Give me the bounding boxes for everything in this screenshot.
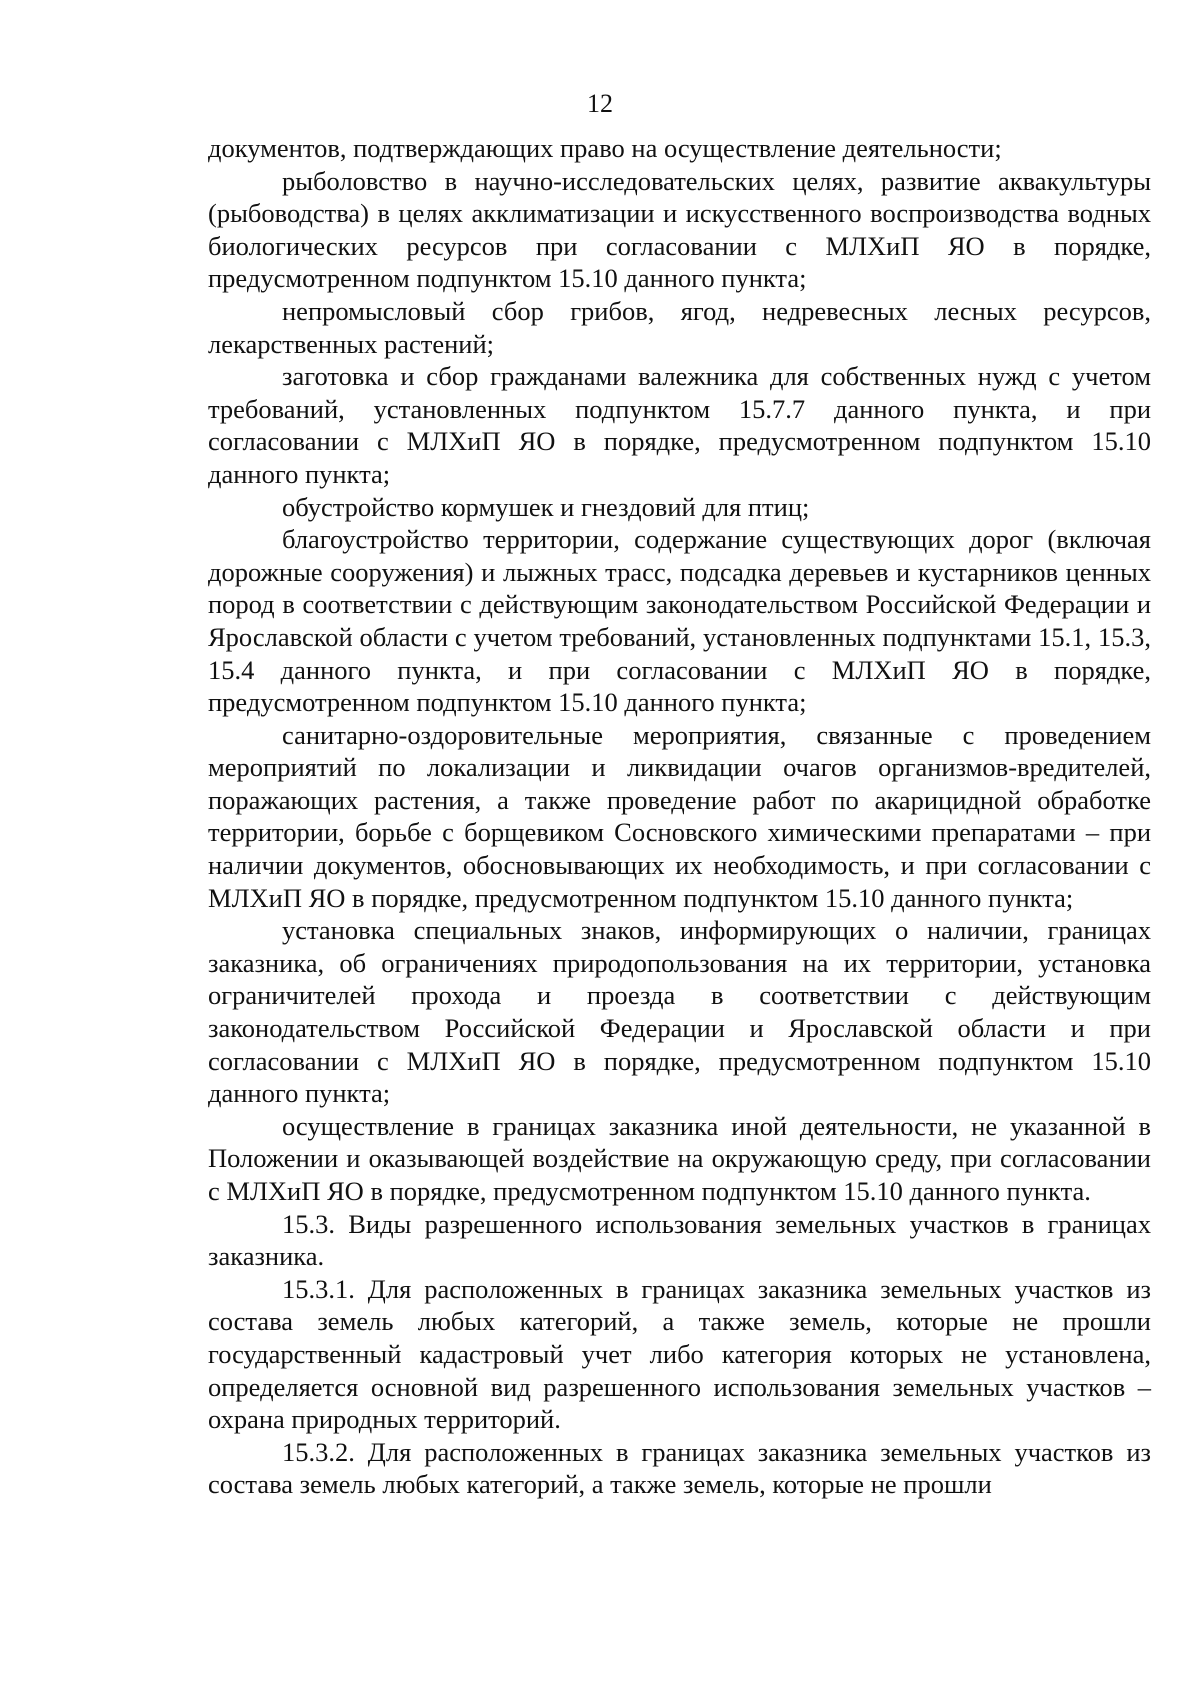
paragraph-sanitary: санитарно-оздоровительные мероприятия, связанные с проведением мероприятий по локализации и ликвидации очагов организмов-вредителей, поражающих растения, а также проведение работ по акарицидной обработке территории, борьбе с борщевиком Сосновского химическими препаратами – при наличии документов, обосновывающих их необходимость, и при согласовании с МЛХиП ЯО в порядке, предусмотренном подпунктом 15.10 данного пункта; [208,719,1151,913]
paragraph-landscaping: благоустройство территории, содержание существующих дорог (включая дорожные сооружения) и лыжных трасс, подсадка деревьев и кустарников ценных пород в соответствии с действующим законодательством Российской Федерации и Ярославской области с учетом требований, установленных подпунктами 15.1, 15.3, 15.4 данного пункта, и при согласовании с МЛХиП ЯО в порядке, предусмотренном подпунктом 15.10 данного пункта; [208,524,1151,718]
paragraph-section-15-3-1: 15.3.1. Для расположенных в границах заказника земельных участков из состава земель любых категорий, а также земель, которые не прошли государственный кадастровый учет либо категория которых не установлена, определяется основной вид разрешенного использования земельных участков – охрана природных территорий. [208,1273,1151,1435]
paragraph-bird-feeders: обустройство кормушек и гнездовий для птиц; [282,491,810,522]
paragraph-fishing: рыболовство в научно-исследовательских целях, развитие аквакультуры (рыбоводства) в целях акклиматизации и искусственного воспроизводства водных биологических ресурсов при согласовании с МЛХиП ЯО в порядке, предусмотренном подпунктом 15.10 данного пункта; [208,165,1151,294]
paragraph-continuation: документов, подтверждающих право на осуществление деятельности; [208,133,1002,163]
document-body [208,132,1151,1501]
paragraph-deadwood: заготовка и сбор гражданами валежника для собственных нужд с учетом требований, установленных подпунктом 15.7.7 данного пункта, и при согласовании с МЛХиП ЯО в порядке, предусмотренном подпунктом 15.10 данного пункта; [208,361,1151,489]
paragraph-signs: установка специальных знаков, информирующих о наличии, границах заказника, об ограничениях природопользования на их территории, установка ограничителей прохода и проезда в соответствии с действующим законодательством Российской Федерации и Ярославской области и при согласовании с МЛХиП ЯО в порядке, предусмотренном подпунктом 15.10 данного пункта; [208,915,1151,1109]
paragraph-section-15-3-2: 15.3.2. Для расположенных в границах заказника земельных участков из состава земель любых категорий, а также земель, которые не прошли [208,1436,1151,1500]
paragraph-gathering: непромысловый сбор грибов, ягод, недревесных лесных ресурсов, лекарственных растений; [208,295,1151,359]
paragraph-section-15-3: 15.3. Виды разрешенного использования земельных участков в границах заказника. [208,1208,1151,1272]
page-number: 12 [587,89,613,118]
paragraph-other-activity: осуществление в границах заказника иной деятельности, не указанной в Положении и оказывающей воздействие на окружающую среду, при согласовании с МЛХиП ЯО в порядке, предусмотренном подпунктом 15.10 данного пункта. [208,1110,1151,1206]
